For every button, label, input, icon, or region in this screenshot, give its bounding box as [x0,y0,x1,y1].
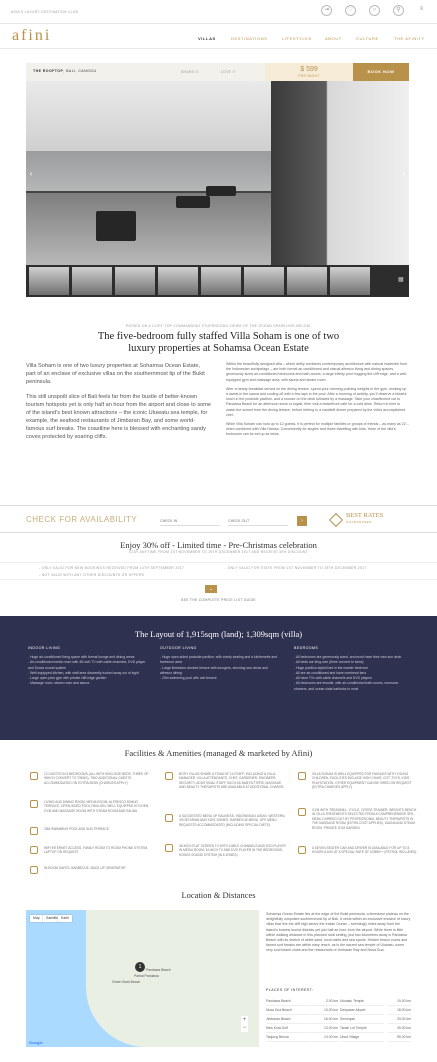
indoor-list [28,655,146,687]
expand-chevron-icon[interactable]: ⌄ [205,585,217,593]
place-distance: 18.00 km [388,1008,411,1015]
top-bar [0,0,437,24]
dining-icon [165,814,173,822]
price: $ 599 [300,66,318,73]
list-item: - Huge air-conditioned living space with formal lounge and dining areas [28,655,146,660]
place-name: Ubud Village [340,1035,384,1042]
room-icon [30,800,38,808]
place-name: New Kuta Golf [266,1026,311,1033]
map-label: Pandawa Beach [146,968,171,972]
place-name: Pandawa Beach [266,999,311,1006]
price-box [265,63,353,81]
intro-headline: The five-bedroom fully staffed Villa Soham is one of two luxury properties at Sohamsa Ocean Estate [97,331,340,354]
bed-icon [30,772,38,780]
offer-title: Enjoy 30% off - Limited time - Pre-Christmas celebration [120,540,317,550]
list-item: - Large limestone-decked terrace with loungers, stunning sea views and alfresco dining [160,666,278,677]
gym-icon [298,808,306,816]
place-distance: 33.00 km [388,1017,411,1024]
login-icon[interactable]: ⇥ [321,5,332,16]
map-label: Green Bowl Beach [112,980,141,984]
staff-icon [165,772,173,780]
intro-kicker: POISED ON A CLIFF-TOP COMMANDING STUPENDOUS VIEWS OF THE OCEAN SPARKLING BELOW, [125,324,312,328]
bedrooms-list [294,655,412,692]
google-logo: Google [29,1040,43,1045]
offer-subtitle: STAY ANYTIME FROM 1ST NOVEMBER TO 19TH DECEMBER 2017 AND RECEIVE 30% DISCOUNT [128,550,309,554]
list-item: - Large open-plan gym with private cliff-edge garden [28,676,146,681]
thumbnail[interactable] [287,267,327,295]
list-item: - Well-equipped kitchen, with staff area discreetly tucked away out of sight [28,671,146,676]
nav-divider [0,48,437,49]
tv-icon [165,844,173,852]
grid-icon[interactable]: ▦ [398,277,404,283]
layout-section [0,616,437,740]
price-unit: PER NIGHT [298,74,320,78]
thumbnail[interactable] [72,267,112,295]
search-icon[interactable]: ⚲ [393,5,404,16]
love-link[interactable]: LOVE IT [221,70,237,74]
pool-icon [30,827,38,835]
hero-image [26,81,409,265]
outdoor-list [160,655,278,681]
place-distance: 16.00 km [312,1017,338,1024]
intro-paragraph: After a hearty breakfast served on the dining terrace, spend your morning pushing weights in the gym, working up a sweat in the sauna and cooling off with a few laps in the pool. After a morning of activity, you'll deserve a blissful lunch in the poolside pavilion, and a snooze on the deck followed by a massage. Take your chauffeured car to Pandawa Beach for an afternoon swim or kayak, then visit a beachfront café for a cold drink. Return in time to watch the sunset from the dining terrace, before retiring to a candlelit dinner prepared by the villa's accomplished chef. [226,386,407,417]
intro-paragraph: This still unspoilt slice of Bali feels far from the bustle of better-known tourism hotspots yet is only half an hour from the airport and close to some of the island's best known attractions – the iconic Uluwatu sea temple, for example, the seafood restaurants of Jimbaran Bay, and some world-famous surf breaks. The coastline here is blessed with enchanting sandy coves protected by soaring cliffs. [26,394,211,440]
safe-icon [30,866,38,874]
map-pin-icon[interactable]: 1 [135,962,145,972]
satellite-tab[interactable]: Satellite [43,915,61,922]
indoor-heading: INDOOR LIVING [28,646,61,650]
next-arrow-icon[interactable]: › [402,169,406,178]
bedrooms-heading: BEDROOMS [294,646,319,650]
list-item: - All beds are king-size (three convert to twins) [294,660,412,665]
location-map[interactable] [26,910,259,1047]
book-now-button[interactable]: BOOK NOW [353,63,409,81]
location-title: Location & Distances [181,890,256,900]
outdoor-heading: OUTDOOR LIVING [160,646,197,650]
offer-condition: - NOT VALID WITH ANY OTHER DISCOUNTS OR OFFERS [39,573,145,577]
nav-culture[interactable]: CULTURE [356,36,379,41]
place-distance: 13.00 km [312,1026,338,1033]
thumbnail[interactable] [201,267,241,295]
list-item: - 23m swimming pool with wet terrace [160,676,278,681]
nav-about[interactable]: ABOUT [325,36,342,41]
place-name: Uluwatu Temple [340,999,384,1006]
list-item: - Huge pavilion-styled bed in the master bedroom [294,666,412,671]
offer-conditions [0,562,437,580]
place-distance: 13.00 km [312,1035,338,1042]
share-link[interactable]: SHARE IT [181,70,200,74]
thumbnail[interactable] [158,267,198,295]
place-distance: 59.00 km [388,1035,411,1042]
map-tab[interactable]: Map [30,915,43,922]
chat-icon[interactable]: ○ [369,5,380,16]
intro-paragraph: Within the beautifully designed villa – which deftly combines contemporary architecture with natural materials from the Indonesian archipelago – are both formal air-conditioned and casual alfresco living and dining spaces, generously sized air-conditioned bedrooms and bath-rooms, a large infinity pool hugging the cliff edge, and a well-equipped gym and massage area, with sauna and steam room. [226,362,408,382]
place-distance: 10.00 km [312,1008,338,1015]
place-name: Seminyak [340,1017,384,1024]
place-distance: 2.00 km [312,999,338,1006]
map-label: Pantai Pandawa [134,974,159,978]
list-item: - All bedrooms are generously sized, and most have their own sun deck [294,655,412,660]
check-out-field[interactable] [228,516,288,526]
prev-arrow-icon[interactable]: ‹ [29,169,33,178]
intro-paragraph: Villa Soham is one of two luxury properties at Sohamsa Ocean Estate, part of an enclave of exclusive villas on the southernmost tip of the Bukit peninsula. [26,363,205,385]
zoom-control[interactable]: + − [242,1017,247,1031]
list-item: - Huge open-sided poolside pavilion, with comfy seating and a kitchenette and barbecue area [160,655,278,666]
availability-label: CHECK FOR AVAILABILITY [26,515,138,524]
offer-condition: - ONLY VALID FOR NEW BOOKINGS RECEIVED FROM 14TH SEPTEMBER 2017 [39,566,185,570]
submit-arrow-icon[interactable]: › [297,516,307,526]
list-item: - All bedrooms are ensuite, with air-conditioned bath-rooms, monsoon showers, and ocean-vista bathtubs in most [294,681,412,692]
places-heading: PLACES OF INTEREST: [266,988,314,992]
place-name: Tanah Lot Temple [340,1026,384,1033]
villa-location: THE ROOFTOP, BALI, CANGGU [33,69,97,73]
intro-left-column [26,362,211,448]
location-text: Sohamsa Ocean Estate lies at the edge of the Bukit peninsula, a limestone plateau on the delightfully unspoiled southernmost tip of Bali. It nests within an exclusive enclave of luxury villas that line the cliff high above the Indian Ocean – seemingly miles away from the island's busiest tourist districts yet just half an hour from the airport. While there is little within walking distance in this planned rural setting, just two kilometres away is Pandawa Beach with its stretch of white sand, local cafés and sea sports. Hidden beach coves and famed surf breaks are within easy reach, as is the sacred sea temple of Uluwatu, some very cool beach clubs and the restaurants of Jimbaran Bay and Nusa Dua. [266,912,411,953]
check-in-field[interactable] [160,516,220,526]
facilities-title: Facilities & Amenities (managed & marketed by Afini) [124,748,313,758]
intro-paragraph: While Villa Soham can host up to 12 guests, it is perfect for multiple families or groups of friends – as many as 22 – when combined with Villa Hamsa. Conveniently for singles and those travelling with kids, three of the villa's bedrooms can be set up as twins. [226,422,409,437]
heart-icon[interactable]: ♡ [345,5,356,16]
earth-tab[interactable]: Earth [58,915,72,922]
tagline: ASIA'S LUXURY DESTINATION CLUB [11,10,79,14]
nav-villas[interactable]: VILLAS [198,36,216,41]
logo[interactable]: afini [12,27,52,44]
place-name: Jimbaran Beach [266,1017,311,1024]
best-rates: BEST RATES GUARANTEED [346,512,384,524]
thumbnail[interactable] [29,267,69,295]
family-icon [298,772,306,780]
intro-right-column [226,362,409,442]
list-item: - All are air-conditioned and have overhead fans [294,671,412,676]
place-distance: 49.00 km [388,1026,411,1033]
list-item: - Massage room, steam room and sauna. [28,681,146,686]
wifi-icon [30,846,38,854]
place-name: Tanjung Benoa [266,1035,311,1042]
place-distance: 19.00 km [388,999,411,1006]
list-item: - All have TVs with cable channels and DVD players [294,676,412,681]
offer-condition: - ONLY VALID FOR STAYS FROM 1ST NOVEMBER TO 19TH DECEMBER 2017 [225,566,367,570]
thumbnail[interactable] [330,267,370,295]
price-list-link[interactable]: SEE THE COMPLETE PRICE LIST GUIDE [181,598,256,602]
car-icon [298,846,306,854]
menu-icon[interactable]: ≡ [419,6,424,12]
layout-title: The Layout of 1,915sqm (land); 1,309sqm (villa) [134,629,303,639]
place-name: Nusa Dua Beach [266,1008,311,1015]
nav-destinations[interactable]: DESTINATIONS [231,36,268,41]
nav-the-afinity[interactable]: THE AFINITY [394,36,425,41]
thumbnail-strip [26,265,409,297]
availability-bar [0,505,437,533]
best-rate-badge-icon [329,513,343,527]
thumbnail[interactable] [244,267,284,295]
thumbnail[interactable] [115,267,155,295]
nav-lifestyles[interactable]: LIFESTYLES [282,36,312,41]
list-item: - Air-conditioned media room with 48-inch TV with cable channels, DVD player and Sonos sound system [28,660,146,671]
place-name: Denpasar Airport [340,1008,384,1015]
